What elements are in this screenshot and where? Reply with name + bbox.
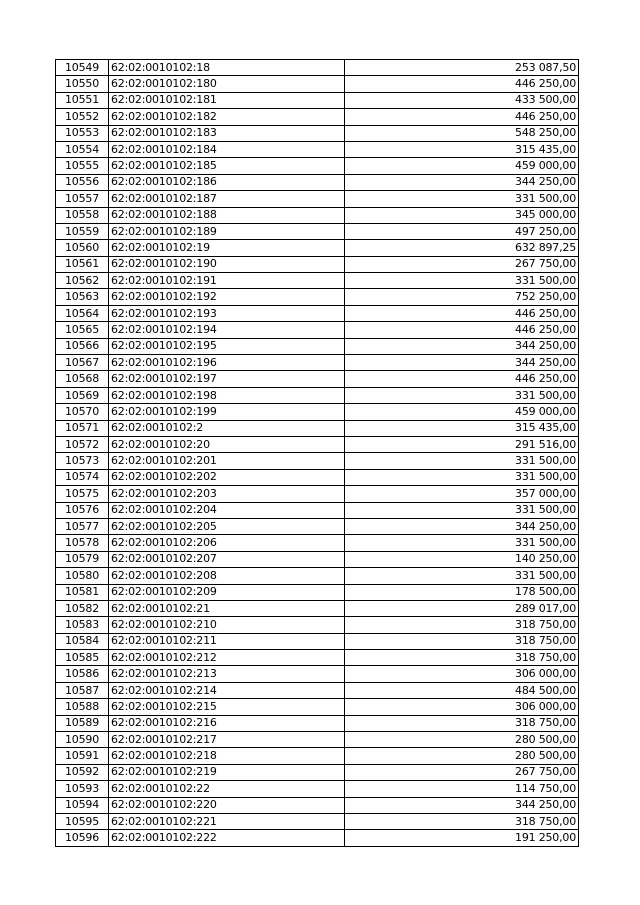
cadastral-value-cell: 114 750,00 [345, 781, 579, 797]
row-number-cell: 10585 [56, 650, 109, 666]
cadastral-value-cell: 318 750,00 [345, 617, 579, 633]
cadastral-value-cell: 459 000,00 [345, 158, 579, 174]
cadastral-number-cell: 62:02:0010102:185 [109, 158, 345, 174]
cadastral-value-cell: 267 750,00 [345, 764, 579, 780]
cadastral-value-cell: 344 250,00 [345, 174, 579, 190]
cadastral-number-cell: 62:02:0010102:20 [109, 436, 345, 452]
cadastral-number-cell: 62:02:0010102:18 [109, 60, 345, 76]
cadastral-value-cell: 331 500,00 [345, 453, 579, 469]
row-number-cell: 10554 [56, 141, 109, 157]
cadastral-number-cell: 62:02:0010102:190 [109, 256, 345, 272]
row-number-cell: 10574 [56, 469, 109, 485]
table-row [56, 322, 579, 338]
cadastral-number-cell: 62:02:0010102:19 [109, 240, 345, 256]
row-number-cell: 10568 [56, 371, 109, 387]
cadastral-value-cell: 289 017,00 [345, 600, 579, 616]
table-row [56, 207, 579, 223]
table-row [56, 764, 579, 780]
table-row [56, 289, 579, 305]
cadastral-number-cell: 62:02:0010102:193 [109, 305, 345, 321]
cadastral-value-cell: 191 250,00 [345, 830, 579, 846]
table-row [56, 633, 579, 649]
cadastral-value-cell: 318 750,00 [345, 715, 579, 731]
row-number-cell: 10586 [56, 666, 109, 682]
row-number-cell: 10550 [56, 76, 109, 92]
cadastral-number-cell: 62:02:0010102:221 [109, 813, 345, 829]
cadastral-value-cell: 446 250,00 [345, 76, 579, 92]
cadastral-number-cell: 62:02:0010102:192 [109, 289, 345, 305]
table-row [56, 535, 579, 551]
row-number-cell: 10570 [56, 404, 109, 420]
table-row [56, 92, 579, 108]
table-row [56, 469, 579, 485]
registry-table [55, 59, 579, 847]
cadastral-value-cell: 632 897,25 [345, 240, 579, 256]
row-number-cell: 10573 [56, 453, 109, 469]
cadastral-value-cell: 344 250,00 [345, 355, 579, 371]
table-row [56, 551, 579, 567]
cadastral-number-cell: 62:02:0010102:218 [109, 748, 345, 764]
cadastral-number-cell: 62:02:0010102:222 [109, 830, 345, 846]
table-row [56, 109, 579, 125]
cadastral-number-cell: 62:02:0010102:212 [109, 650, 345, 666]
row-number-cell: 10596 [56, 830, 109, 846]
cadastral-number-cell: 62:02:0010102:205 [109, 518, 345, 534]
cadastral-number-cell: 62:02:0010102:186 [109, 174, 345, 190]
row-number-cell: 10563 [56, 289, 109, 305]
cadastral-number-cell: 62:02:0010102:187 [109, 191, 345, 207]
cadastral-value-cell: 331 500,00 [345, 387, 579, 403]
cadastral-value-cell: 318 750,00 [345, 813, 579, 829]
row-number-cell: 10583 [56, 617, 109, 633]
row-number-cell: 10587 [56, 682, 109, 698]
row-number-cell: 10579 [56, 551, 109, 567]
cadastral-value-cell: 446 250,00 [345, 371, 579, 387]
cadastral-number-cell: 62:02:0010102:21 [109, 600, 345, 616]
cadastral-number-cell: 62:02:0010102:188 [109, 207, 345, 223]
table-row [56, 748, 579, 764]
cadastral-number-cell: 62:02:0010102:183 [109, 125, 345, 141]
row-number-cell: 10557 [56, 191, 109, 207]
table-row [56, 305, 579, 321]
table-row [56, 682, 579, 698]
row-number-cell: 10555 [56, 158, 109, 174]
table-row [56, 273, 579, 289]
cadastral-number-cell: 62:02:0010102:220 [109, 797, 345, 813]
cadastral-number-cell: 62:02:0010102:210 [109, 617, 345, 633]
cadastral-number-cell: 62:02:0010102:197 [109, 371, 345, 387]
cadastral-number-cell: 62:02:0010102:204 [109, 502, 345, 518]
cadastral-number-cell: 62:02:0010102:181 [109, 92, 345, 108]
cadastral-number-cell: 62:02:0010102:209 [109, 584, 345, 600]
cadastral-number-cell: 62:02:0010102:2 [109, 420, 345, 436]
table-row [56, 650, 579, 666]
cadastral-value-cell: 459 000,00 [345, 404, 579, 420]
cadastral-value-cell: 344 250,00 [345, 518, 579, 534]
table-row [56, 666, 579, 682]
cadastral-value-cell: 331 500,00 [345, 273, 579, 289]
cadastral-value-cell: 315 435,00 [345, 141, 579, 157]
table-row [56, 715, 579, 731]
row-number-cell: 10577 [56, 518, 109, 534]
cadastral-value-cell: 306 000,00 [345, 699, 579, 715]
cadastral-number-cell: 62:02:0010102:22 [109, 781, 345, 797]
table-row [56, 174, 579, 190]
cadastral-number-cell: 62:02:0010102:214 [109, 682, 345, 698]
cadastral-value-cell: 331 500,00 [345, 469, 579, 485]
cadastral-value-cell: 344 250,00 [345, 797, 579, 813]
row-number-cell: 10560 [56, 240, 109, 256]
table-row [56, 256, 579, 272]
row-number-cell: 10566 [56, 338, 109, 354]
table-row [56, 568, 579, 584]
cadastral-value-cell: 345 000,00 [345, 207, 579, 223]
cadastral-value-cell: 280 500,00 [345, 732, 579, 748]
cadastral-value-cell: 446 250,00 [345, 322, 579, 338]
cadastral-number-cell: 62:02:0010102:194 [109, 322, 345, 338]
table-row [56, 600, 579, 616]
cadastral-value-cell: 357 000,00 [345, 486, 579, 502]
row-number-cell: 10561 [56, 256, 109, 272]
table-row [56, 141, 579, 157]
cadastral-value-cell: 484 500,00 [345, 682, 579, 698]
registry-table-body [56, 60, 579, 847]
cadastral-number-cell: 62:02:0010102:198 [109, 387, 345, 403]
table-row [56, 338, 579, 354]
table-row [56, 125, 579, 141]
cadastral-number-cell: 62:02:0010102:203 [109, 486, 345, 502]
row-number-cell: 10588 [56, 699, 109, 715]
row-number-cell: 10576 [56, 502, 109, 518]
cadastral-number-cell: 62:02:0010102:217 [109, 732, 345, 748]
row-number-cell: 10580 [56, 568, 109, 584]
row-number-cell: 10559 [56, 223, 109, 239]
row-number-cell: 10595 [56, 813, 109, 829]
cadastral-value-cell: 752 250,00 [345, 289, 579, 305]
cadastral-number-cell: 62:02:0010102:196 [109, 355, 345, 371]
table-row [56, 486, 579, 502]
row-number-cell: 10571 [56, 420, 109, 436]
row-number-cell: 10578 [56, 535, 109, 551]
cadastral-value-cell: 331 500,00 [345, 535, 579, 551]
row-number-cell: 10589 [56, 715, 109, 731]
table-row [56, 781, 579, 797]
row-number-cell: 10558 [56, 207, 109, 223]
cadastral-value-cell: 318 750,00 [345, 633, 579, 649]
table-row [56, 223, 579, 239]
cadastral-value-cell: 331 500,00 [345, 502, 579, 518]
table-row [56, 830, 579, 846]
table-row [56, 813, 579, 829]
cadastral-value-cell: 331 500,00 [345, 191, 579, 207]
table-row [56, 240, 579, 256]
row-number-cell: 10551 [56, 92, 109, 108]
row-number-cell: 10575 [56, 486, 109, 502]
row-number-cell: 10567 [56, 355, 109, 371]
table-row [56, 518, 579, 534]
table-row [56, 60, 579, 76]
row-number-cell: 10593 [56, 781, 109, 797]
table-row [56, 699, 579, 715]
cadastral-value-cell: 446 250,00 [345, 305, 579, 321]
row-number-cell: 10552 [56, 109, 109, 125]
cadastral-number-cell: 62:02:0010102:219 [109, 764, 345, 780]
cadastral-value-cell: 344 250,00 [345, 338, 579, 354]
cadastral-value-cell: 315 435,00 [345, 420, 579, 436]
table-row [56, 371, 579, 387]
table-row [56, 732, 579, 748]
table-row [56, 158, 579, 174]
table-row [56, 387, 579, 403]
row-number-cell: 10584 [56, 633, 109, 649]
cadastral-number-cell: 62:02:0010102:206 [109, 535, 345, 551]
table-row [56, 584, 579, 600]
cadastral-value-cell: 291 516,00 [345, 436, 579, 452]
row-number-cell: 10572 [56, 436, 109, 452]
cadastral-value-cell: 433 500,00 [345, 92, 579, 108]
row-number-cell: 10562 [56, 273, 109, 289]
row-number-cell: 10582 [56, 600, 109, 616]
table-row [56, 502, 579, 518]
table-row [56, 76, 579, 92]
table-row [56, 617, 579, 633]
table-row [56, 436, 579, 452]
row-number-cell: 10565 [56, 322, 109, 338]
row-number-cell: 10553 [56, 125, 109, 141]
cadastral-value-cell: 446 250,00 [345, 109, 579, 125]
cadastral-number-cell: 62:02:0010102:182 [109, 109, 345, 125]
table-row [56, 404, 579, 420]
table-row [56, 355, 579, 371]
table-row [56, 420, 579, 436]
row-number-cell: 10594 [56, 797, 109, 813]
cadastral-number-cell: 62:02:0010102:207 [109, 551, 345, 567]
cadastral-number-cell: 62:02:0010102:191 [109, 273, 345, 289]
cadastral-value-cell: 140 250,00 [345, 551, 579, 567]
table-row [56, 797, 579, 813]
cadastral-number-cell: 62:02:0010102:215 [109, 699, 345, 715]
cadastral-number-cell: 62:02:0010102:211 [109, 633, 345, 649]
row-number-cell: 10591 [56, 748, 109, 764]
cadastral-number-cell: 62:02:0010102:213 [109, 666, 345, 682]
cadastral-number-cell: 62:02:0010102:208 [109, 568, 345, 584]
cadastral-value-cell: 178 500,00 [345, 584, 579, 600]
cadastral-number-cell: 62:02:0010102:184 [109, 141, 345, 157]
row-number-cell: 10592 [56, 764, 109, 780]
cadastral-value-cell: 318 750,00 [345, 650, 579, 666]
cadastral-number-cell: 62:02:0010102:189 [109, 223, 345, 239]
cadastral-number-cell: 62:02:0010102:199 [109, 404, 345, 420]
row-number-cell: 10590 [56, 732, 109, 748]
row-number-cell: 10556 [56, 174, 109, 190]
row-number-cell: 10581 [56, 584, 109, 600]
cadastral-value-cell: 267 750,00 [345, 256, 579, 272]
cadastral-number-cell: 62:02:0010102:180 [109, 76, 345, 92]
cadastral-value-cell: 306 000,00 [345, 666, 579, 682]
table-row [56, 453, 579, 469]
cadastral-number-cell: 62:02:0010102:202 [109, 469, 345, 485]
cadastral-number-cell: 62:02:0010102:216 [109, 715, 345, 731]
cadastral-number-cell: 62:02:0010102:201 [109, 453, 345, 469]
row-number-cell: 10569 [56, 387, 109, 403]
table-row [56, 191, 579, 207]
row-number-cell: 10564 [56, 305, 109, 321]
row-number-cell: 10549 [56, 60, 109, 76]
cadastral-value-cell: 280 500,00 [345, 748, 579, 764]
cadastral-value-cell: 331 500,00 [345, 568, 579, 584]
cadastral-number-cell: 62:02:0010102:195 [109, 338, 345, 354]
cadastral-value-cell: 548 250,00 [345, 125, 579, 141]
cadastral-value-cell: 497 250,00 [345, 223, 579, 239]
cadastral-value-cell: 253 087,50 [345, 60, 579, 76]
